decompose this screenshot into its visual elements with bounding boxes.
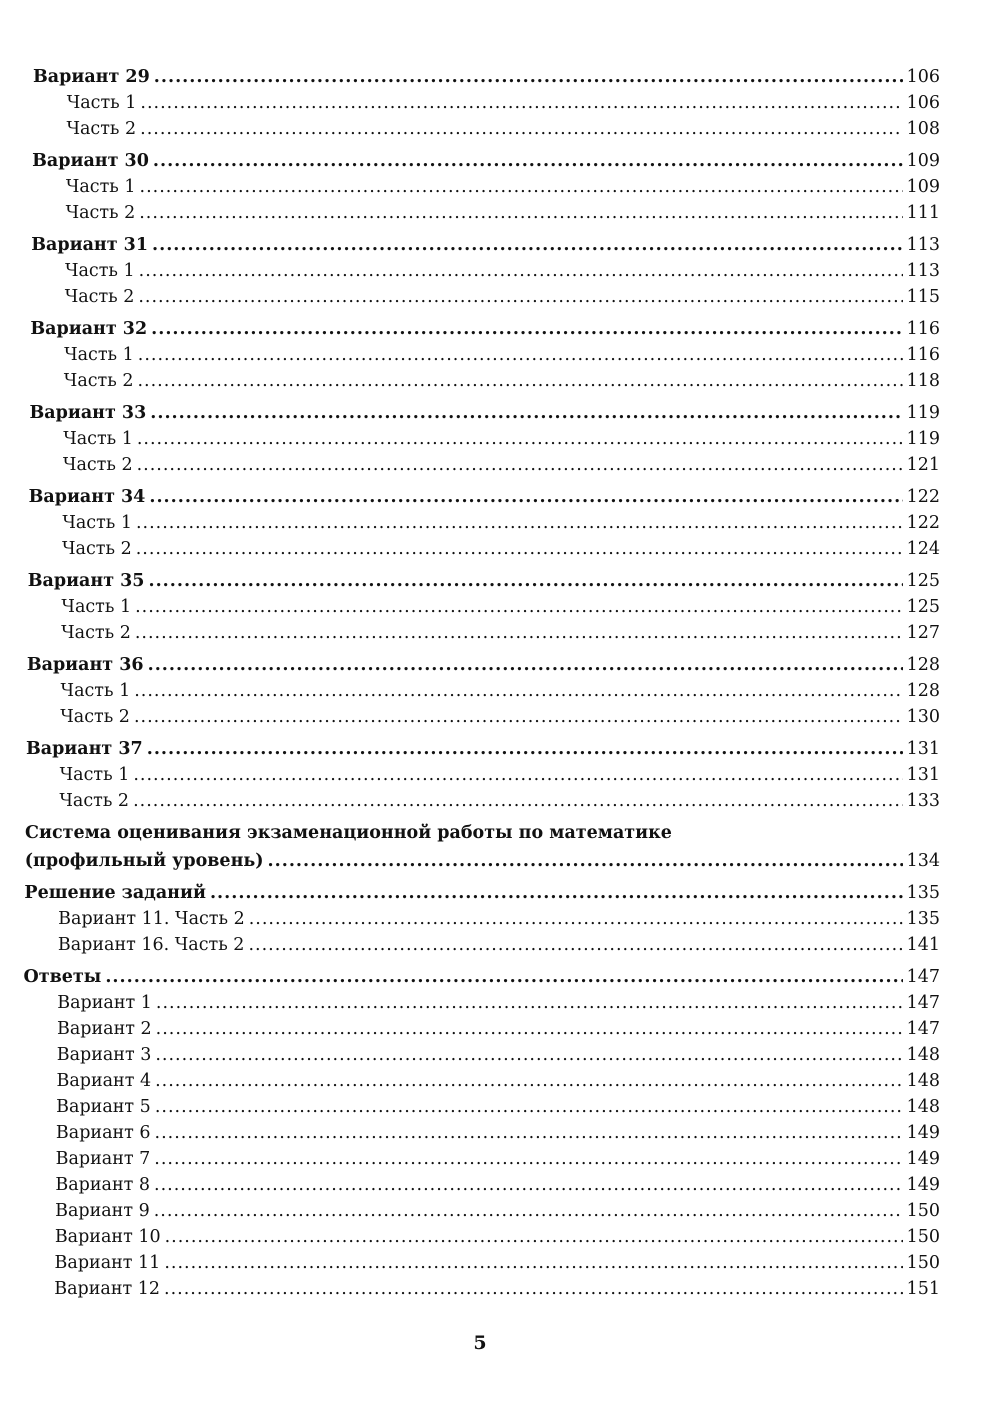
toc-entry-page: 134: [906, 851, 940, 871]
toc-entry-label: Вариант 32: [30, 319, 148, 339]
toc-entry-label: Часть 2: [61, 623, 131, 643]
dot-leader: [155, 1044, 902, 1066]
toc-entry-label: Вариант 11. Часть 2: [58, 909, 245, 929]
toc-entry-page: 141: [906, 935, 940, 955]
toc-entry-section: [28, 566, 940, 592]
toc-entry-subsection: [64, 366, 940, 392]
toc-entry-section: [29, 398, 940, 424]
dot-leader: [155, 1122, 903, 1144]
toc-entry-label: Вариант 9: [55, 1201, 150, 1221]
toc-entry-section: [24, 962, 940, 988]
toc-entry-page: 133: [906, 791, 940, 811]
toc-entry-page: 109: [906, 151, 940, 171]
dot-leader: [137, 454, 903, 476]
dot-leader: [155, 1096, 903, 1118]
dot-leader: [152, 234, 903, 256]
toc-entry-label: Часть 2: [65, 203, 136, 223]
toc-entry-label: Вариант 37: [25, 739, 143, 759]
dot-leader: [137, 370, 902, 392]
toc-entry-page: 106: [906, 67, 940, 87]
toc-entry-label: Вариант 4: [56, 1071, 152, 1091]
dot-leader: [134, 706, 903, 728]
dot-leader: [154, 1174, 903, 1196]
toc-entry-subsection: [56, 1092, 940, 1118]
toc-entry-label: Вариант 33: [29, 403, 147, 423]
toc-entry-label: Вариант 1: [57, 993, 152, 1013]
toc-entry-label: Вариант 6: [55, 1123, 151, 1143]
toc-entry-page: 150: [906, 1227, 940, 1247]
dot-leader: [210, 882, 903, 904]
toc-entry-page: 150: [906, 1253, 940, 1273]
toc-entry-subsection: [61, 676, 940, 702]
dot-leader: [140, 176, 903, 198]
toc-entry-page: 131: [906, 765, 940, 785]
toc-entry-subsection: [64, 340, 940, 366]
toc-entry-subsection: [58, 930, 940, 956]
toc-entry-page: 128: [906, 681, 940, 701]
toc-entry-label: Вариант 31: [31, 235, 149, 255]
dot-leader: [156, 1018, 903, 1040]
toc-entry-page: 147: [906, 993, 940, 1013]
dot-leader: [154, 1200, 903, 1222]
toc-entry-label: Вариант 34: [28, 487, 146, 507]
toc-entry-subsection: [62, 534, 940, 560]
toc-entry-subsection: [58, 904, 940, 930]
toc-entry-page: 149: [906, 1175, 940, 1195]
dot-leader: [148, 654, 903, 676]
toc-entry-subsection: [55, 1248, 940, 1274]
dot-leader: [136, 512, 903, 534]
toc-entry-page: 135: [906, 909, 940, 929]
toc-entry-page: 125: [906, 597, 940, 617]
toc-entry-section: [32, 146, 940, 172]
toc-entry-page: 106: [906, 93, 940, 113]
toc-entry-subsection: [57, 1040, 940, 1066]
toc-entry-page: 109: [906, 177, 940, 197]
toc-entry-label: Вариант 7: [55, 1149, 151, 1169]
toc-entry-subsection: [55, 1222, 940, 1248]
toc-entry-label: Часть 2: [64, 287, 135, 307]
dot-leader: [140, 92, 902, 114]
toc-entry-label: Часть 1: [62, 513, 132, 533]
toc-entry-page: 116: [906, 319, 940, 339]
toc-entry-page: 151: [906, 1279, 940, 1299]
toc-entry-subsection: [57, 988, 940, 1014]
toc-entry-page: 119: [906, 429, 940, 449]
toc-entry-label: Часть 2: [63, 371, 134, 391]
toc-entry-page: 131: [906, 739, 940, 759]
toc-entry-page: 124: [906, 539, 940, 559]
toc-entry-subsection: [66, 172, 940, 198]
toc-entry-subsection: [63, 424, 940, 450]
toc-entry-label: Вариант 8: [55, 1175, 150, 1195]
dot-leader: [164, 1278, 903, 1300]
toc-entry-page: 149: [906, 1123, 940, 1143]
dot-leader: [154, 1148, 902, 1170]
toc-entry-label: Часть 2: [66, 119, 137, 139]
toc-entry-label: Вариант 5: [56, 1097, 151, 1117]
dot-leader: [135, 622, 903, 644]
toc-entry-label: Решение заданий: [24, 883, 206, 903]
toc-entry-page: 118: [906, 371, 940, 391]
toc-entry-page: 147: [906, 967, 940, 987]
dot-leader: [154, 66, 903, 88]
dot-leader: [134, 680, 902, 702]
toc-entry-subsection: [66, 198, 940, 224]
toc-entry-page: 116: [906, 345, 940, 365]
dot-leader: [149, 570, 903, 592]
toc-entry-section: [25, 846, 940, 872]
toc-entry-label: Часть 1: [60, 681, 131, 701]
toc-entry-label: Вариант 3: [56, 1045, 152, 1065]
toc-entry-section: [30, 314, 940, 340]
toc-entry-section: [27, 650, 940, 676]
toc-entry-subsection: [62, 508, 940, 534]
dot-leader: [249, 908, 903, 930]
toc-entry-section: [31, 230, 940, 256]
toc-entry-section: [26, 734, 940, 760]
toc-entry-page: 113: [906, 261, 940, 281]
toc-entry-label: Часть 1: [59, 765, 130, 785]
toc-entry-page: 128: [906, 655, 940, 675]
toc-entry-subsection: [56, 1118, 940, 1144]
toc-entry-subsection: [56, 1066, 940, 1092]
dot-leader: [138, 344, 903, 366]
toc-entry-page: 125: [906, 571, 940, 591]
dot-leader: [153, 150, 903, 172]
toc-entry-subsection: [60, 760, 940, 786]
dot-leader: [133, 790, 903, 812]
toc-entry-subsection: [60, 702, 940, 728]
toc-entry-subsection: [66, 114, 940, 140]
toc-entry-label: Вариант 29: [33, 67, 150, 87]
dot-leader: [164, 1252, 902, 1274]
toc-entry-page: 121: [906, 455, 940, 475]
toc-entry-page: 148: [906, 1071, 940, 1091]
toc-entry-label: Вариант 11: [54, 1253, 161, 1273]
page-number: 5: [473, 1332, 487, 1354]
toc-entry-label: Часть 1: [65, 177, 136, 197]
toc-entry-subsection: [63, 450, 940, 476]
toc-heading-line: Система оценивания экзаменационной работы по математике: [25, 823, 672, 843]
dot-leader: [151, 318, 902, 340]
toc-entry-subsection: [55, 1196, 940, 1222]
toc-entry-page: 122: [906, 487, 940, 507]
toc-entry-label: Вариант 10: [54, 1227, 161, 1247]
toc-entry-subsection: [67, 88, 940, 114]
toc-entry-label: (профильный уровень): [24, 851, 264, 871]
toc-entry-page: 111: [906, 203, 940, 223]
toc-entry-label: Часть 1: [63, 429, 133, 449]
toc-entry-label: Часть 1: [61, 597, 132, 617]
dot-leader: [248, 934, 902, 956]
dot-leader: [136, 538, 903, 560]
toc-entry-label: Часть 1: [64, 345, 134, 365]
toc-entry-section: [29, 482, 940, 508]
dot-leader: [139, 260, 903, 282]
dot-leader: [268, 850, 903, 872]
toc-entry-page: 119: [906, 403, 940, 423]
dot-leader: [156, 992, 903, 1014]
dot-leader: [135, 596, 902, 618]
toc-entry-subsection: [65, 256, 940, 282]
toc-entry-section: [33, 62, 940, 88]
dot-leader: [133, 764, 902, 786]
toc-entry-page: 149: [906, 1149, 940, 1169]
toc-entry-label: Часть 2: [62, 539, 132, 559]
toc-entry-page: 115: [906, 287, 940, 307]
toc-entry-label: Вариант 35: [27, 571, 145, 591]
toc-entry-label: Часть 2: [59, 791, 130, 811]
dot-leader: [138, 286, 902, 308]
toc-entry-subsection: [59, 786, 940, 812]
toc-entry-label: Ответы: [23, 967, 102, 987]
dot-leader: [105, 966, 902, 988]
toc-entry-page: 148: [906, 1045, 940, 1065]
dot-leader: [137, 428, 903, 450]
dot-leader: [139, 202, 902, 224]
toc-entry-subsection: [54, 1274, 940, 1300]
toc-entry-section: [24, 878, 940, 904]
toc-entry-label: Вариант 12: [54, 1279, 161, 1299]
toc-entry-page: 150: [906, 1201, 940, 1221]
toc-entry-page: 135: [906, 883, 940, 903]
toc-entry-subsection: [57, 1014, 940, 1040]
toc-entry-subsection: [55, 1170, 940, 1196]
dot-leader: [150, 402, 902, 424]
toc-entry-page: 108: [906, 119, 940, 139]
toc-entry-subsection: [61, 618, 940, 644]
dot-leader: [155, 1070, 902, 1092]
dot-leader: [147, 738, 903, 760]
dot-leader: [140, 118, 902, 140]
toc-entry-page: 148: [906, 1097, 940, 1117]
toc-entry-page: 147: [906, 1019, 940, 1039]
toc-entry-label: Вариант 2: [57, 1019, 152, 1039]
toc-entry-label: Вариант 36: [26, 655, 144, 675]
dot-leader: [165, 1226, 903, 1248]
toc-entry-label: Часть 1: [64, 261, 135, 281]
toc-entry-label: Часть 2: [60, 707, 130, 727]
toc-entry-page: 127: [906, 623, 940, 643]
toc-entry-label: Вариант 30: [32, 151, 149, 171]
toc-entry-page: 113: [906, 235, 940, 255]
toc-entry-page: 130: [906, 707, 940, 727]
toc-entry-subsection: [65, 282, 940, 308]
toc-entry-subsection: [56, 1144, 940, 1170]
toc-entry-label: Часть 1: [66, 93, 137, 113]
dot-leader: [149, 486, 902, 508]
toc-entry-page: 122: [906, 513, 940, 533]
toc-entry-label: Часть 2: [62, 455, 133, 475]
toc-entry-subsection: [61, 592, 940, 618]
toc-entry-label: Вариант 16. Часть 2: [57, 935, 245, 955]
